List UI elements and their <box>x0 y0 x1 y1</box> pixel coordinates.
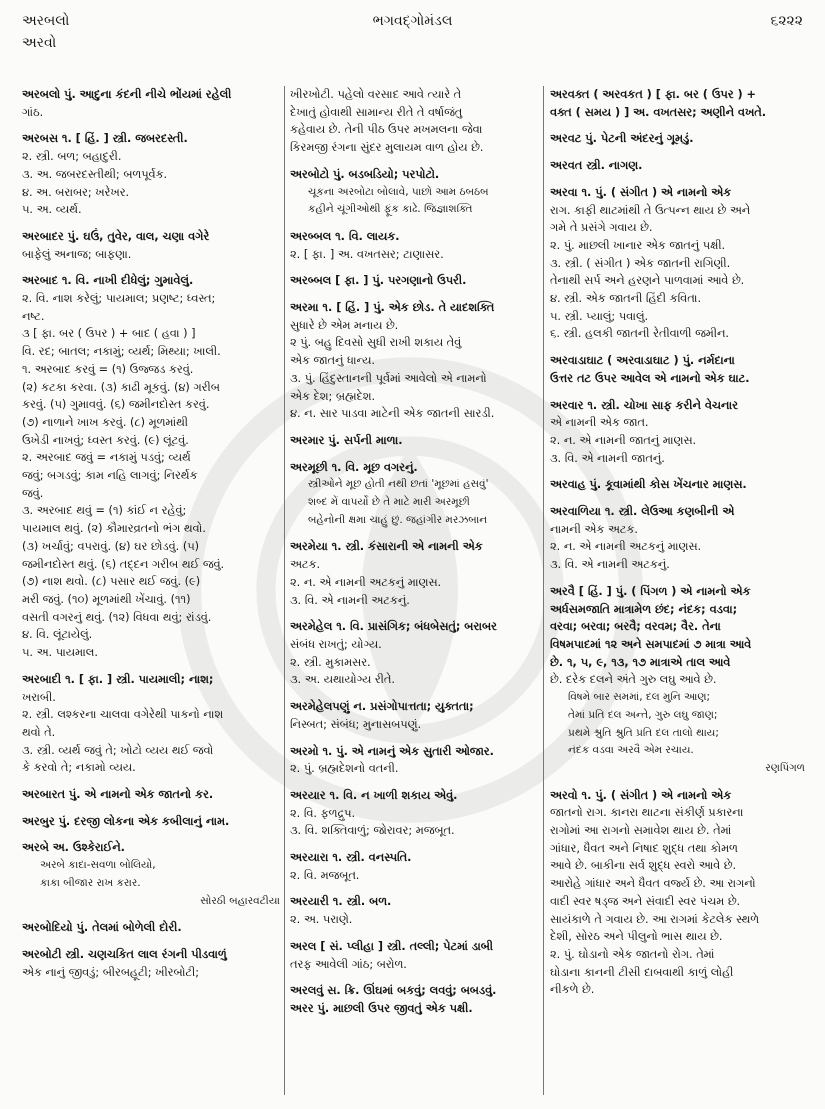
definition-line: ગમે તે પ્રસંગે ગવાય છે. <box>550 221 653 235</box>
entry-headword-line: અરવા ૧. પું. ( સંગીત ) એ નામનો એક <box>550 185 732 199</box>
entry-headword-line: અરમા ૧. [ હિં. ] પું. એક છોડ. તે યાદશક્તિ <box>290 301 495 315</box>
entry-headword-line: છે. ૧, ૫, ૯, ૧૩, ૧૭ માત્રાએ તાલ આવે <box>550 655 731 669</box>
definition-line: (૩) ખર્ચાવું; વપરાવું. (૪) ઘર છોડવું. (૫) <box>22 539 200 553</box>
column-divider <box>284 86 285 1095</box>
definition-line: ૪. સ્ત્રી. એક જાતની હિંદી કવિતા. <box>550 292 702 306</box>
entry-headword-line: અરબ્બલ ૧. વિ. લાયક. <box>290 229 400 243</box>
definition-line: (૭) નાળાને ખાખ કરવું. (૮) મૂળમાંથી <box>22 415 189 429</box>
entry-headword-line: અરમેયા ૧. સ્ત્રી. કંસારાની એ નામની એક <box>290 540 483 554</box>
entry-gap <box>290 609 538 618</box>
entry-gap <box>22 662 280 671</box>
entry-gap <box>550 175 805 184</box>
definition-line: એક નાનું જીવડું; બીરબહૂટી; ખીરબોટી; <box>22 965 200 979</box>
definition-line: ૩. વિ. એ નામની અટકનું. <box>290 593 410 607</box>
definition-line: દેખાતું હોવાથી સામાન્ય રીતે તે વર્ષાજંતુ <box>290 105 463 119</box>
definition-line: જવું. <box>22 486 44 500</box>
definition-line: ૨. વિ. ફળદ્રુપ. <box>290 806 356 820</box>
quotation-line: બહેનોની ક્ષમા ચાહું છું. જહાંગીર મરઝબાન <box>308 513 488 526</box>
entry-gap <box>550 343 805 352</box>
definition-line: જવું; બગડવું; કામ નહિ લાગવું; નિરર્થક <box>22 469 198 483</box>
definition-line: નષ્ટ. <box>22 309 45 323</box>
entry-gap <box>550 467 805 476</box>
definition-line: ૫. અ. વ્યર્થ. <box>22 203 82 217</box>
entry-headword-line: અરવૈ [ હિં. ] પું. ( પિંગળ ) એ નામનો એક <box>550 584 751 598</box>
definition-line: વસતી વગરનું થવું. (૧૨) વિધવા થવું; રાંડવું. <box>22 610 212 624</box>
definition-line: ગાંઠ. <box>22 105 44 119</box>
entry-gap <box>290 423 538 432</box>
definition-line: (૨) કટકા કરવા. (૩) કાઢી મૂકવું. (૪) ગરીબ <box>22 380 220 394</box>
definition-line: છે. દરેક દલને અંતે ગુરુ લઘુ આવે છે. <box>550 673 717 687</box>
entry-gap <box>290 263 538 272</box>
quotation-line: ચૂકના અરબોટા બોલાવે, પાછો આમ ઠબઠબ <box>308 185 489 198</box>
quotation-line: વિષમે બાર સમમાં, દલ મુનિ આણ; <box>568 691 711 704</box>
definition-line: જાતનો રાગ. કાનરા થાટના સંકીર્ણ પ્રકારના <box>550 806 744 820</box>
entry-headword-line: અરમેહેલપણું ન. પ્રસંગોપાત્તતા; યુક્તતા; <box>290 700 474 714</box>
dictionary-column-3 <box>550 86 805 999</box>
entry-gap <box>290 450 538 459</box>
entry-headword-line: અરયાર ૧. વિ. ન ખાળી શકાય એવું. <box>290 788 458 802</box>
definition-line: ૨. ન. એ નામની અટકનું માણસ. <box>290 575 442 589</box>
definition-line: ૩. વિ. એ નામની જાતનું. <box>550 451 665 465</box>
entry-headword-line: અરબાદર પું. ઘઉં, તુવેર, વાલ, ચણા વગેરે <box>22 229 210 243</box>
entry-headword-line: અરબ્બલ [ ફા. ] પું. પરગણાનો ઉપરી. <box>290 274 467 288</box>
entry-headword-line: વરવા; બરવા; બરવૈ; વરવમ; વૈર. તેના <box>550 620 721 634</box>
guide-word-last: અરવો <box>22 35 57 51</box>
entry-headword-line: અરયારી ૧. સ્ત્રી. બળ. <box>290 895 392 909</box>
definition-line: એક જાતનું ધાન્ય. <box>290 354 375 368</box>
definition-line: ૪. ન. સાર પાડવા માટેની એક જાતની સારડી. <box>290 407 495 421</box>
definition-line: ૨. ન. એ નામની અટકનું માણસ. <box>550 540 702 554</box>
definition-line: ૩. વિ. એ નામની અટકનું. <box>550 558 670 572</box>
definition-line: ૨. ન. એ નામની જાતનું માણસ. <box>550 433 697 447</box>
entry-gap <box>290 290 538 299</box>
entry-headword-line: અરબોટી સ્ત્રી. ચણચકિત લાલ રંગની પીડવાળું <box>22 947 227 961</box>
definition-line: કહેવાય છે. તેની પીઠ ઉપર મખમલના જેવા <box>290 123 483 137</box>
definition-line: કરવું. (૫) ગુમાવવું. (૬) જમીનદોસ્ત કરવું. <box>22 398 210 412</box>
definition-line: ૨. વિ. નાશ કરેલું; પાયમાલ; પ્રણષ્ટ; ધ્વસ્ત; <box>22 292 216 306</box>
definition-line: સંબંધ રાખતું; યોગ્ય. <box>290 637 382 651</box>
definition-line: ૨. સ્ત્રી. મુકામસર. <box>290 655 371 669</box>
definition-line: ૨. વિ. મજબૂત. <box>290 868 360 882</box>
definition-line: થવો તે. <box>22 725 56 739</box>
entry-headword-line: અરબોટો પું. બડબડિયો; પરપોટો. <box>290 167 440 181</box>
definition-line: ૨ પું. બહુ દિવસો સુધી રાખી શકાય તેવું <box>290 336 462 350</box>
definition-line: ૨. અરબાદ જવું = નકામું પડવું; વ્યર્થ <box>22 451 191 465</box>
entry-headword-line: અરલ [ સં. પ્લીહા ] સ્ત્રી. તલ્લી; પેટમાં ડાબી <box>290 939 494 953</box>
entry-headword-line: અરયારા ૧. સ્ત્રી. વનસ્પતિ. <box>290 851 412 865</box>
entry-headword-line: અરબાદ ૧. વિ. નાખી દીધેલું; ગુમાવેલું. <box>22 274 194 288</box>
definition-line: ૨. પું. બ્રહ્મદેશનો વતની. <box>290 762 399 776</box>
definition-line: રાગોમાં આ રાગનો સમાવેશ થાય છે. તેમાં <box>550 824 732 838</box>
entry-headword-line: અરમેહેલ ૧. વિ. પ્રાસંગિક; બંધબેસતું; બરાબર <box>290 620 497 634</box>
entry-gap <box>22 263 280 272</box>
entry-gap <box>22 121 280 130</box>
guide-word-first: અરબલો <box>22 13 70 29</box>
definition-line: નીકળે છે. <box>550 983 595 997</box>
entry-headword-line: અરર પું. માછલી ઉપર જીવતું એક પક્ષી. <box>290 1001 473 1015</box>
entry-gap <box>290 734 538 743</box>
quotation-line: અરબે કાદા-સવળા બોલિયો, <box>40 859 156 872</box>
entry-gap <box>290 157 538 166</box>
quotation-line: કાકા બીજાર રાખ કરાર. <box>40 876 141 889</box>
entry-headword-line: અરમો ૧. પું. એ નામનું એક સુતારી ઓજાર. <box>290 744 494 758</box>
entry-gap <box>290 929 538 938</box>
definition-line: ૧. અરબાદ કરવું = (૧) ઉજ્જડ કરવું. <box>22 362 194 376</box>
entry-headword-line: અરબસ ૧. [ હિં. ] સ્ત્રી. જબરદસ્તી. <box>22 132 188 146</box>
definition-line: પાયમાલ થવું. (૨) કૌમારવ્રતનો ભંગ થવો. <box>22 522 206 536</box>
definition-line: રાગ. કાફી થાટમાંથી તે ઉત્પન્ન થાય છે અને <box>550 203 751 217</box>
definition-line: ૨. સ્ત્રી. બળ; બહાદુરી. <box>22 150 122 164</box>
quotation-line: તેમાં પ્રતિ દલ અન્તે, ગુરુ લઘુ જાણ; <box>568 708 718 721</box>
definition-line: આરોહે ગાંધાર અને ધૈવત વર્જ્ય છે. આ રાગનો <box>550 877 756 891</box>
definition-line: ૩. અ. યથાયોગ્ય રીતે. <box>290 673 395 687</box>
definition-line: ૨. [ ફા. ] અ. વખતસર; ટાણાસર. <box>290 247 444 261</box>
definition-line: નામની એક અટક. <box>550 522 638 536</box>
entry-headword-line: અરબારત પું. એ નામનો એક જાતનો કર. <box>22 788 214 802</box>
definition-line: નિસ્બત; સંબંધ; મુનાસબપણું. <box>290 717 422 731</box>
definition-line: વાદી સ્વર ષડ્જ અને સંવાદી સ્વર પંચમ છે. <box>550 894 741 908</box>
definition-line: દેશી, સોરઠ અને પીલુનો ભાસ થાય છે. <box>550 930 723 944</box>
definition-line: ૩. અરબાદ થવું = (૧) કાંઈ ન રહેવું; <box>22 504 187 518</box>
entry-gap <box>550 121 805 130</box>
entry-headword-line: વિષમપાદમાં ૧૨ અને સમપાદમાં ૭ માત્રા આવે <box>550 637 752 651</box>
entry-gap <box>550 574 805 583</box>
definition-line: તરફ આવેલી ગાંઠ; બરોળ. <box>290 957 407 971</box>
entry-gap <box>22 937 280 946</box>
definition-line: તેનાથી સર્પ અને હરણને પાળવામાં આવે છે. <box>550 274 745 288</box>
entry-gap <box>22 219 280 228</box>
definition-line: એક દેશ; બ્રહ્મદેશ. <box>290 389 376 403</box>
entry-headword-line: અર્ધસમજાતિ માત્રામેળ છંદ; નંદક; વડવા; <box>550 602 738 616</box>
entry-gap <box>22 804 280 813</box>
definition-line: ૩. વિ. શક્તિવાળું; જોરાવર; મજબૂત. <box>290 824 455 838</box>
entry-gap <box>290 689 538 698</box>
definition-line: સુધારે છે એમ મનાય છે. <box>290 318 399 332</box>
definition-line: જમીનદોસ્ત થવું. (૬) તદ્દન ગરીબ થઈ જવું. <box>22 557 225 571</box>
entry-headword-line: વક્ત ( સમય ) ] અ. વખતસર; અણીને વખતે. <box>550 105 767 119</box>
entry-headword-line: અરવો ૧. પું. ( સંગીત ) એ નામનો એક <box>550 788 732 802</box>
dictionary-title: ભગવદ્ગોમંડલ <box>372 13 453 29</box>
definition-line: કિરમજી રંગના સુંદર મુલાયમ વાળ હોય છે. <box>290 141 484 155</box>
definition-line: ૪. વિ. લૂંટાયેલું. <box>22 628 93 642</box>
definition-line: ૨. અ. પરાણે. <box>290 913 353 927</box>
definition-line: ૨. પું. માછલી ખાનાર એક જાતનું પક્ષી. <box>550 238 726 252</box>
dictionary-column-1 <box>22 86 280 981</box>
definition-line: ૨. સ્ત્રી. લશ્કરના ચાલવા વગેરેથી પાકનો નાશ <box>22 708 224 722</box>
column-divider <box>543 86 544 1095</box>
definition-line: ૩. સ્ત્રી. વ્યર્થ જવું તે; ખોટો વ્યય થઈ જવો <box>22 743 214 757</box>
definition-line: વિ. રદ; બાતલ; નકામું; વ્યર્થ; મિથ્યા; ખાલી. <box>22 345 221 359</box>
definition-line: ૫. અ. પાયમાલ. <box>22 646 98 660</box>
definition-line: આવે છે. બાકીના સર્વ શુદ્ધ સ્વરો આવે છે. <box>550 859 737 873</box>
entry-gap <box>290 884 538 893</box>
definition-line: ઉખેડી નાખવું; ધ્વસ્ત કરવું. (૯) લૂંટવું. <box>22 433 189 447</box>
page-header <box>0 10 825 70</box>
entry-headword-line: અરવાડાઘાટ ( અરવાડાઘાટ ) પું. નર્મદાના <box>550 354 735 368</box>
quotation-line: સ્ત્રીઓને મૂછ હોતી નથી છતાં 'મૂછમાં હસવું' <box>308 478 489 491</box>
definition-line: ગાંધાર, ધૈવત અને નિષાદ શુદ્ધ તથા કોમળ <box>550 841 738 855</box>
entry-gap <box>550 148 805 157</box>
definition-line: ખરાબી. <box>22 690 56 704</box>
definition-line: ખીરખોટી. પહેલો વરસાદ આવે ત્યારે તે <box>290 88 462 101</box>
entry-headword-line: અરબે અ. ઉશ્કેરાઈને. <box>22 841 125 855</box>
entry-headword-line: અરવક્ત ( અરવકત ) [ ફા. બર ( ઉપર ) + <box>550 88 757 101</box>
entry-gap <box>290 778 538 787</box>
entry-gap <box>290 529 538 538</box>
entry-headword-line: અરબાદી ૧. [ ફા. ] સ્ત્રી. પાયમાલી; નાશ; <box>22 672 214 686</box>
entry-gap <box>22 910 280 919</box>
entry-headword-line: અરબલો પું. આદુના કંદની નીચે ભોંયમાં રહેલી <box>22 88 232 101</box>
entry-gap <box>550 388 805 397</box>
entry-headword-line: અરવત સ્ત્રી. નાગણ. <box>550 159 643 173</box>
definition-line: અટક. <box>290 558 321 572</box>
entry-headword-line: અરવટ પું. પેટની અંદરનું ગૂમડું. <box>550 132 694 146</box>
entry-gap <box>290 973 538 982</box>
entry-headword-line: અરબુર પું. દરજી લોકના એક કબીલાનું નામ. <box>22 814 230 828</box>
quotation-line: નંદક વડવા અરવૈ એમ રચાય. <box>568 744 694 757</box>
definition-line: ૩ [ ફા. બર ( ઉપર ) + બાદ ( હવા ) ] <box>22 327 196 341</box>
dictionary-column-2 <box>290 86 538 1018</box>
definition-line: મરી જવું. (૧૦) મૂળમાંથી ખેંચાવું. (૧૧) <box>22 592 191 606</box>
definition-line: ૩. પું. હિંદુસ્તાનની પૂર્વમાં આવેલો એ નામનો <box>290 371 487 385</box>
quotation-line: કહીને ચૂંગીઓથી ફૂંક કાઢે. જિજ્ઞાશક્તિ <box>308 203 473 216</box>
definition-line: ૪. અ. બરાબર; ખરેખર. <box>22 185 130 199</box>
entry-headword-line: અરમૂછી ૧. વિ. મૂછ વગરનું. <box>290 460 418 474</box>
entry-headword-line: અરલવું સ. ક્રિ. ઊંઘમાં બકવું; લવવું; બબડવું. <box>290 984 497 998</box>
definition-line: ૬. સ્ત્રી. હલકી જાતની રેતીવાળી જમીન. <box>550 327 730 341</box>
definition-line: ૨. પું. ઘોડાનો એક જાતનો રોગ. તેમાં <box>550 947 715 961</box>
entry-gap <box>22 777 280 786</box>
quotation-line: શબ્દ મેં વાપર્યો છે તે માટે મારી અરમૂછી <box>308 496 470 509</box>
definition-line: એ નામની એક જાત. <box>550 416 649 430</box>
quotation-source: રણપિંગળ <box>765 761 805 774</box>
entry-gap <box>550 494 805 503</box>
entry-headword-line: અરવાળિયા ૧. સ્ત્રી. લેઉઆ કણબીની એ <box>550 505 735 519</box>
definition-line: ઘોડાના કાનની ટીસી દાબવાથી કાળું લોહી <box>550 965 734 979</box>
entry-headword-line: ઉત્તર તટ ઉપર આવેલ એ નામનો એક ઘાટ. <box>550 371 750 385</box>
entry-gap <box>290 219 538 228</box>
entry-headword-line: અરવાહ પું. કૂવામાંથી કોસ ખેંચનાર માણસ. <box>550 478 747 492</box>
page-number: ૬૨૨૨ <box>770 13 803 29</box>
entry-headword-line: અરમાર પું. સર્પની માળા. <box>290 433 403 447</box>
definition-line: સાયંકાળે તે ગવાય છે. આ રાગમાં કેટલેક સ્થળે <box>550 912 760 926</box>
definition-line: ૩. સ્ત્રી. ( સંગીત ) એક જાતની રાગિણી. <box>550 256 731 270</box>
definition-line: (૭) નાશ થવો. (૮) પસાર થઈ જવું. (૯) <box>22 575 201 589</box>
entry-gap <box>550 778 805 787</box>
definition-line: બાફેલું અનાજ; બાફણા. <box>22 247 132 261</box>
quotation-source: સોરઠી બહારવટીયા <box>200 894 280 907</box>
definition-line: કે કરવો તે; નકામો વ્યય. <box>22 761 136 775</box>
entry-gap <box>22 830 280 839</box>
quotation-line: પ્રથમે શ્રુતિ શ્રુતિ પ્રતિ દલ તાલો થાય; <box>568 726 719 739</box>
entry-headword-line: અરવાર ૧. સ્ત્રી. ચોખા સાફ કરીને વેચનાર <box>550 398 738 412</box>
definition-line: ૩. અ. જબરદસ્તીથી; બળપૂર્વક. <box>22 167 168 181</box>
entry-headword-line: અરબોદિયો પું. તેલમાં બોળેલી દોરી. <box>22 921 182 935</box>
definition-line: ૫. સ્ત્રી. પ્યાલું; પવાલું. <box>550 309 649 323</box>
entry-gap <box>290 840 538 849</box>
